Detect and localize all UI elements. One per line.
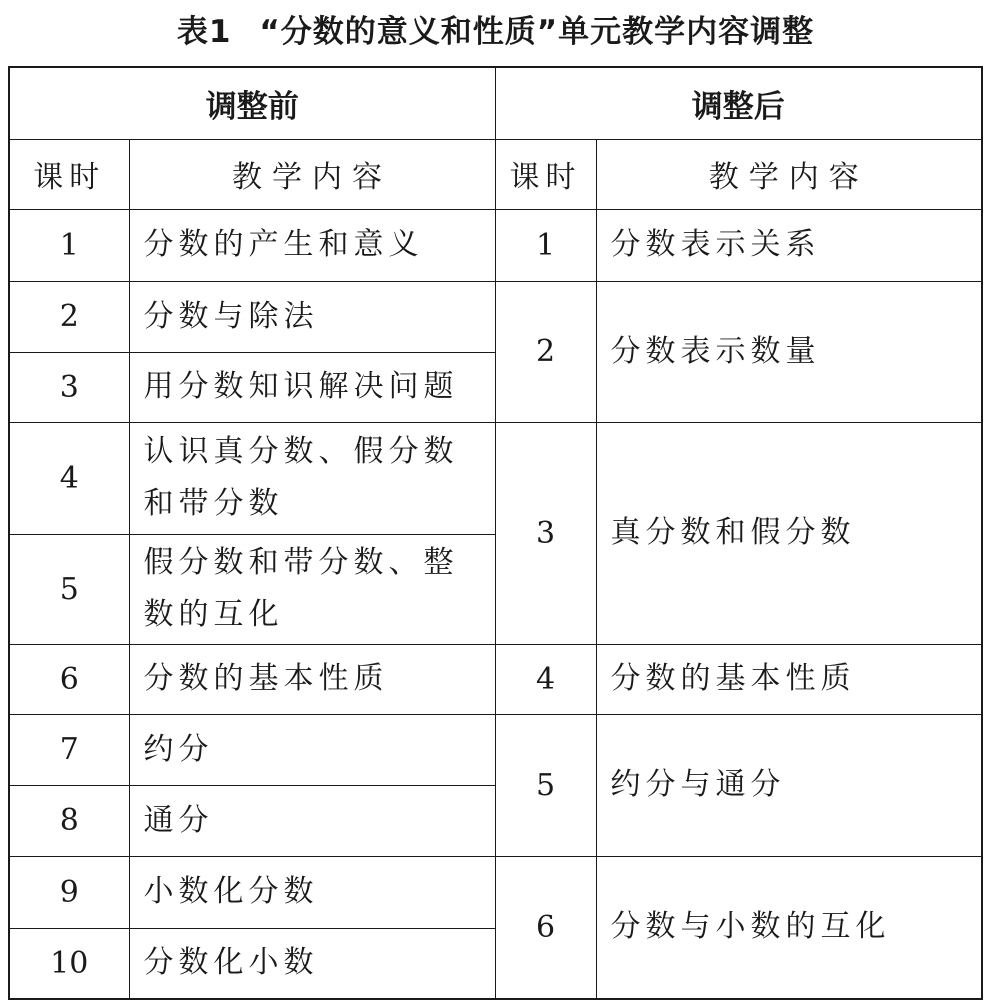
after-period: 6 <box>495 856 596 999</box>
before-content: 约分 <box>129 714 495 785</box>
after-period: 4 <box>495 644 596 714</box>
header-after-content: 教学内容 <box>596 139 982 209</box>
after-content: 分数的基本性质 <box>596 644 982 714</box>
group-header-row <box>9 67 982 139</box>
table-number: 表1 <box>176 14 232 50</box>
before-period: 7 <box>9 714 129 785</box>
header-after-period: 课时 <box>495 139 596 209</box>
before-period: 3 <box>9 352 129 422</box>
before-content: 分数化小数 <box>129 928 495 999</box>
after-content: 真分数和假分数 <box>596 422 982 644</box>
before-content: 分数与除法 <box>129 281 495 352</box>
before-content: 通分 <box>129 785 495 856</box>
before-content: 用分数知识解决问题 <box>129 352 495 422</box>
after-content: 分数表示数量 <box>596 281 982 422</box>
header-before-period: 课时 <box>9 139 129 209</box>
column-header-row <box>9 139 982 209</box>
after-period: 2 <box>495 281 596 422</box>
table-row <box>9 422 982 534</box>
before-content: 小数化分数 <box>129 856 495 928</box>
header-before-content: 教学内容 <box>129 139 495 209</box>
table-caption: “分数的意义和性质”单元教学内容调整 <box>259 14 815 50</box>
table-title <box>0 8 991 56</box>
before-period: 6 <box>9 644 129 714</box>
after-period: 5 <box>495 714 596 856</box>
before-content: 分数的产生和意义 <box>129 209 495 281</box>
content-adjustment-table <box>8 66 983 1000</box>
header-before: 调整前 <box>9 67 495 139</box>
before-period: 9 <box>9 856 129 928</box>
after-content: 分数与小数的互化 <box>596 856 982 999</box>
table-row <box>9 644 982 714</box>
before-content: 分数的基本性质 <box>129 644 495 714</box>
before-period: 5 <box>9 534 129 644</box>
after-period: 3 <box>495 422 596 644</box>
header-after: 调整后 <box>495 67 982 139</box>
before-period: 8 <box>9 785 129 856</box>
before-period: 1 <box>9 209 129 281</box>
before-period: 10 <box>9 928 129 999</box>
before-period: 4 <box>9 422 129 534</box>
before-content: 认识真分数、假分数和带分数 <box>129 422 495 534</box>
after-period: 1 <box>495 209 596 281</box>
table-row <box>9 281 982 352</box>
after-content: 分数表示关系 <box>596 209 982 281</box>
before-content: 假分数和带分数、整数的互化 <box>129 534 495 644</box>
table-row <box>9 856 982 928</box>
table-row <box>9 209 982 281</box>
after-content: 约分与通分 <box>596 714 982 856</box>
before-period: 2 <box>9 281 129 352</box>
table-row <box>9 714 982 785</box>
